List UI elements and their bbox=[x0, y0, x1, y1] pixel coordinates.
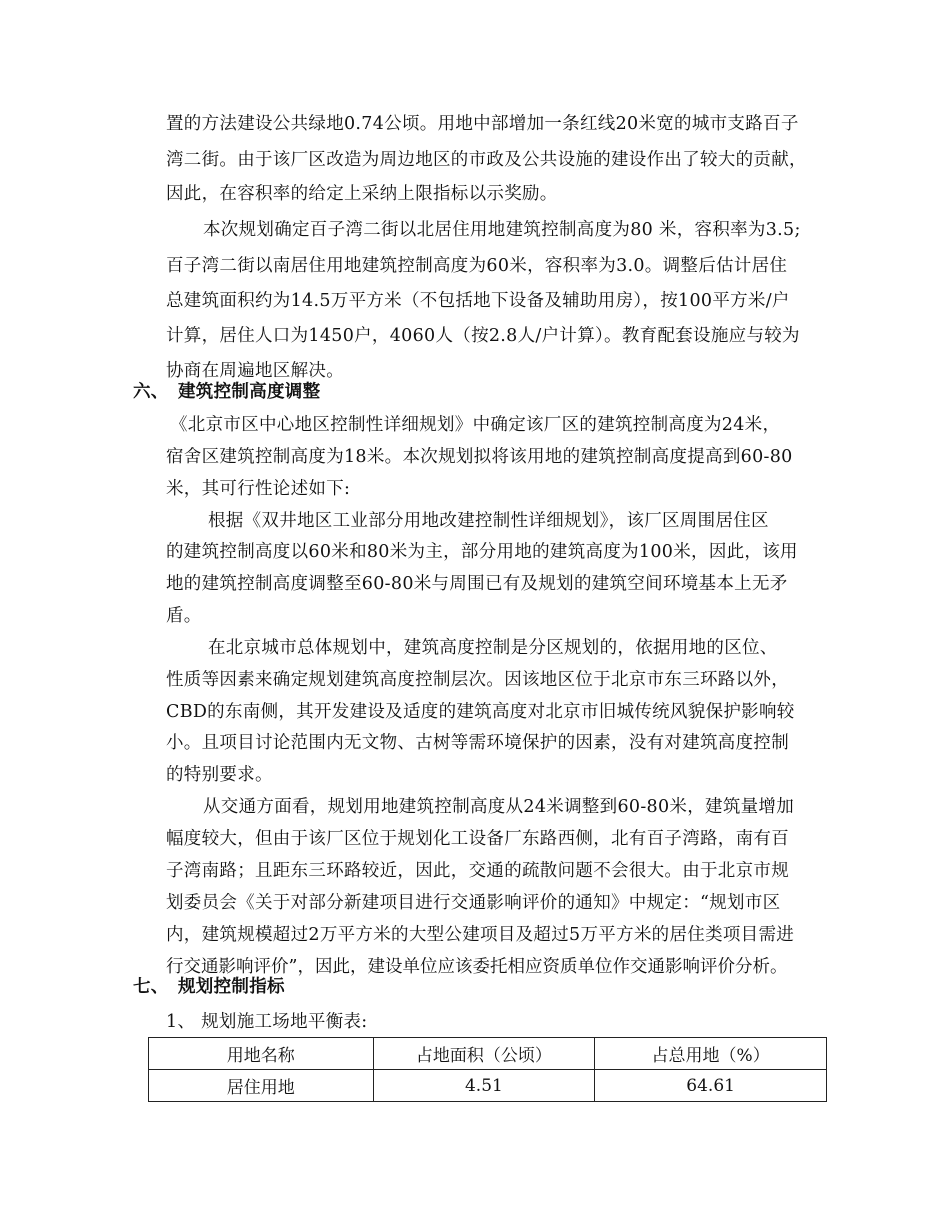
section-number: 七、 bbox=[133, 977, 169, 997]
table-cell: 居住用地 bbox=[149, 1070, 374, 1102]
paragraph-line: 百子湾二街以南居住用地建筑控制高度为60米，容积率为3.0。调整后估计居住 bbox=[166, 256, 788, 276]
paragraph-line: 米，其可行性论述如下: bbox=[166, 479, 351, 499]
table-header-cell: 占总用地（%） bbox=[595, 1038, 827, 1070]
paragraph-line: 协商在周遍地区解决。 bbox=[166, 361, 344, 381]
paragraph-line: 幅度较大，但由于该厂区位于规划化工设备厂东路西侧，北有百子湾路，南有百 bbox=[166, 829, 789, 849]
paragraph-line: 子湾南路；且距东三环路较近，因此，交通的疏散问题不会很大。由于北京市规 bbox=[166, 861, 789, 881]
paragraph-line: 性质等因素来确定规划建筑高度控制层次。因该地区位于北京市东三环路以外， bbox=[166, 670, 789, 690]
paragraph-line: 行交通影响评价”，因此，建设单位应该委托相应资质单位作交通影响评价分析。 bbox=[166, 957, 788, 977]
paragraph-line: 内，建筑规模超过2万平方米的大型公建项目及超过5万平方米的居住类项目需进 bbox=[166, 925, 795, 945]
paragraph-line: 小。且项目讨论范围内无文物、古树等需环境保护的因素，没有对建筑高度控制 bbox=[166, 733, 789, 753]
paragraph-line: 在北京城市总体规划中，建筑高度控制是分区规划的，依据用地的区位、 bbox=[208, 638, 778, 658]
section-heading: 规划控制指标 bbox=[178, 977, 285, 997]
table-cell: 64.61 bbox=[595, 1070, 827, 1102]
paragraph-line: 盾。 bbox=[166, 606, 202, 626]
paragraph-line: 地的建筑控制高度调整至60-80米与周围已有及规划的建筑空间环境基本上无矛 bbox=[166, 574, 788, 594]
paragraph-line: 总建筑面积约为14.5万平方米（不包括地下设备及辅助用房），按100平方米/户 bbox=[166, 291, 790, 311]
table-caption: 1、 规划施工场地平衡表: bbox=[166, 1012, 368, 1032]
paragraph-line: CBD的东南侧，其开发建设及适度的建筑高度对北京市旧城传统风貌保护影响较 bbox=[166, 702, 795, 722]
land-balance-table bbox=[148, 1037, 827, 1102]
paragraph-line: 《北京市区中心地区控制性详细规划》中确定该厂区的建筑控制高度为24米， bbox=[170, 415, 781, 435]
table-row bbox=[149, 1070, 827, 1102]
section-number: 六、 bbox=[133, 382, 169, 402]
paragraph-line: 因此，在容积率的给定上采纳上限指标以示奖励。 bbox=[166, 184, 558, 204]
paragraph-line: 置的方法建设公共绿地0.74公顷。用地中部增加一条红线20米宽的城市支路百子 bbox=[166, 114, 799, 134]
paragraph-line: 的建筑控制高度以60米和80米为主，部分用地的建筑高度为100米，因此，该用 bbox=[166, 542, 798, 562]
paragraph-line: 的特别要求。 bbox=[166, 765, 273, 785]
table-cell: 4.51 bbox=[373, 1070, 595, 1102]
paragraph-line: 计算，居住人口为1450户，4060人（按2.8人/户计算）。教育配套设施应与较为 bbox=[166, 326, 800, 346]
paragraph-line: 根据《双井地区工业部分用地改建控制性详细规划》，该厂区周围居住区 bbox=[208, 511, 769, 531]
paragraph-line: 划委员会《关于对部分新建项目进行交通影响评价的通知》中规定：“规划市区 bbox=[166, 893, 781, 913]
section-heading: 建筑控制高度调整 bbox=[178, 382, 321, 402]
table-header-cell: 占地面积（公顷） bbox=[373, 1038, 595, 1070]
paragraph-line: 从交通方面看，规划用地建筑控制高度从24米调整到60-80米，建筑量增加 bbox=[203, 797, 795, 817]
paragraph-line: 湾二街。由于该厂区改造为周边地区的市政及公共设施的建设作出了较大的贡献， bbox=[166, 150, 807, 170]
paragraph-line: 本次规划确定百子湾二街以北居住用地建筑控制高度为80 米，容积率为3.5; bbox=[203, 220, 801, 240]
table-header-cell: 用地名称 bbox=[149, 1038, 374, 1070]
table-header-row bbox=[149, 1038, 827, 1070]
paragraph-line: 宿舍区建筑控制高度为18米。本次规划拟将该用地的建筑控制高度提高到60-80 bbox=[166, 447, 793, 467]
